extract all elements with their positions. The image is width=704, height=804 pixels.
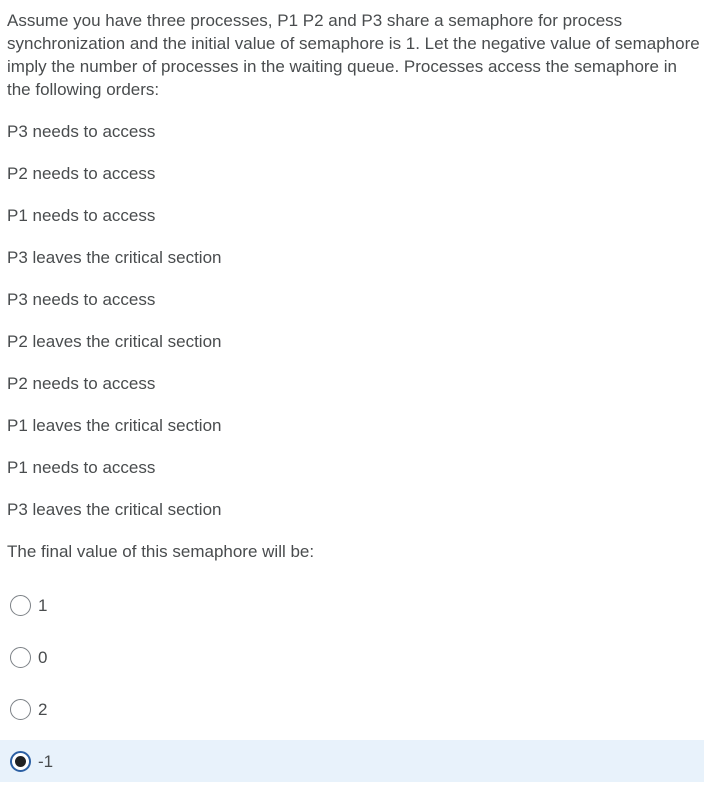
answer-options — [0, 584, 704, 792]
step-item: P3 needs to access — [7, 290, 156, 309]
step-item: P2 leaves the critical section — [7, 332, 222, 351]
step-list — [7, 120, 222, 540]
step-item: P2 needs to access — [7, 374, 156, 393]
option-0[interactable] — [0, 636, 704, 678]
step-item: P1 leaves the critical section — [7, 416, 222, 435]
radio-button[interactable] — [10, 699, 31, 720]
option-label: 0 — [38, 647, 48, 667]
radio-dot — [15, 756, 26, 767]
step-item: P1 needs to access — [7, 206, 156, 225]
step-item: P2 needs to access — [7, 164, 156, 183]
radio-button[interactable] — [10, 647, 31, 668]
option-minus-1[interactable] — [0, 740, 704, 782]
step-item: P3 leaves the critical section — [7, 248, 222, 267]
answer-prompt: The final value of this semaphore will be: — [7, 542, 315, 561]
option-label: 2 — [38, 699, 48, 719]
option-label: 1 — [38, 595, 48, 615]
radio-button[interactable] — [10, 751, 31, 772]
step-item: P1 needs to access — [7, 458, 156, 477]
option-1[interactable] — [0, 584, 704, 626]
step-item: P3 leaves the critical section — [7, 500, 222, 519]
radio-button[interactable] — [10, 595, 31, 616]
step-item: P3 needs to access — [7, 122, 156, 141]
question-text: Assume you have three processes, P1 P2 and P3 share a semaphore for process synchronization and the initial value of semaphore is 1. Let the negative value of semaphore imply the number of processes in the waiting queue. Processes access the semaphore in the following orders: — [7, 11, 700, 99]
option-label: -1 — [38, 751, 54, 771]
option-2[interactable] — [0, 688, 704, 730]
